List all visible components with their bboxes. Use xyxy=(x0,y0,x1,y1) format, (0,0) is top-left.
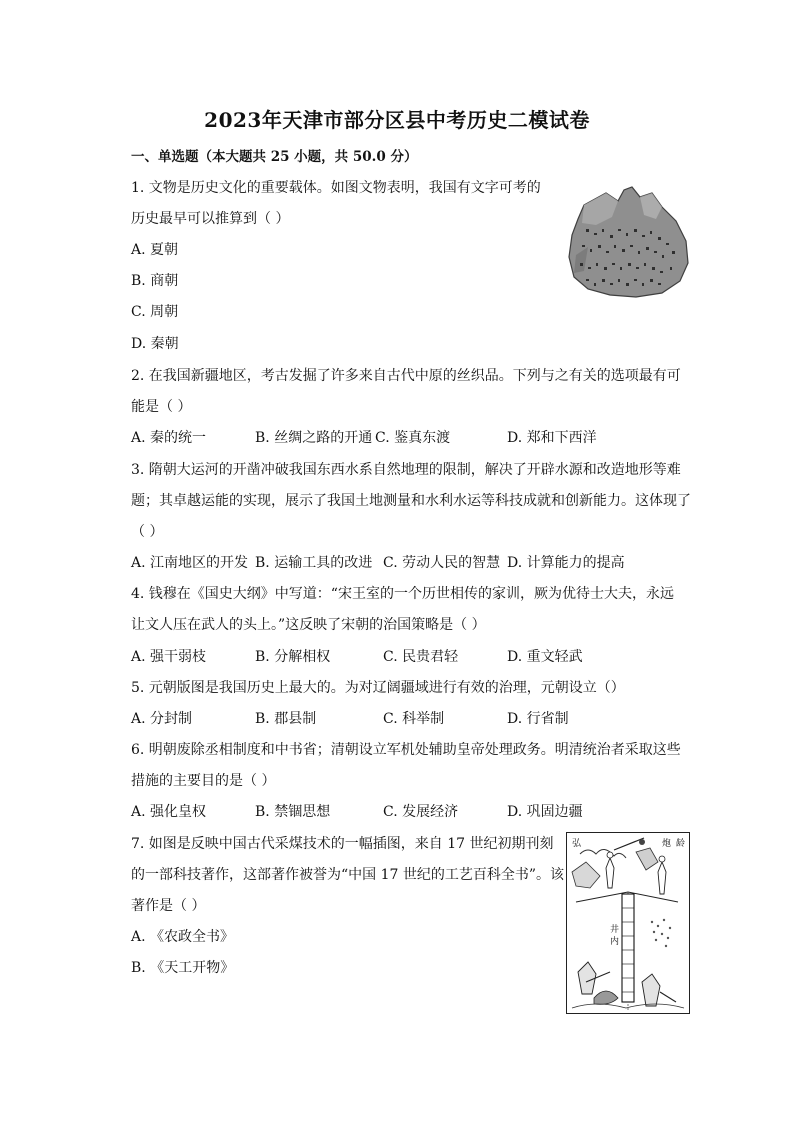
question-3-option-c: C. 劳动人民的智慧 xyxy=(383,555,501,571)
question-5-option-a: A. 分封制 xyxy=(131,711,193,727)
question-7-line-1: 7. 如图是反映中国古代采煤技术的一幅插图，来自 17 世纪初期刊刻 xyxy=(131,836,554,852)
question-3-option-a: A. 江南地区的开发 xyxy=(131,555,249,571)
question-6-line-2: 措施的主要目的是（ ） xyxy=(131,773,276,789)
question-1-option-b: B. 商朝 xyxy=(131,273,179,289)
question-6-option-b: B. 禁锢思想 xyxy=(255,804,331,820)
question-3-line-3: （ ） xyxy=(131,524,164,540)
question-1-line-2: 历史最早可以推算到（ ） xyxy=(131,211,290,227)
question-7-option-b: B. 《天工开物》 xyxy=(131,960,235,976)
question-2-option-c: C. 鉴真东渡 xyxy=(375,430,451,446)
question-5-option-d: D. 行省制 xyxy=(507,711,569,727)
illustration-char-3: 龄 xyxy=(676,839,686,849)
question-3-option-d: D. 计算能力的提高 xyxy=(507,555,625,571)
question-1-option-a: A. 夏朝 xyxy=(131,242,179,258)
question-7-option-a: A. 《农政全书》 xyxy=(131,929,235,945)
question-7-line-2: 的一部科技著作，这部著作被誉为“中国 17 世纪的工艺百科全书”。该 xyxy=(131,867,565,883)
question-4-line-1: 4. 钱穆在《国史大纲》中写道：“宋王室的一个历世相传的家训，厥为优待士大夫，永远 xyxy=(131,586,674,602)
question-5-option-b: B. 郡县制 xyxy=(255,711,317,727)
question-4-option-d: D. 重文轻武 xyxy=(507,649,583,665)
question-6-line-1: 6. 明朝废除丞相制度和中书省；清朝设立军机处辅助皇帝处理政务。明清统治者采取这些 xyxy=(131,742,681,758)
question-4-option-a: A. 强干弱枝 xyxy=(131,649,207,665)
question-5-option-c: C. 科举制 xyxy=(383,711,445,727)
question-4-line-2: 让文人压在武人的头上。”这反映了宋朝的治国策略是（ ） xyxy=(131,617,486,633)
page-title: 2023年天津市部分区县中考历史二模试卷 xyxy=(204,108,590,132)
question-1-option-c: C. 周朝 xyxy=(131,304,179,320)
question-2-option-d: D. 郑和下西洋 xyxy=(507,430,597,446)
question-3-line-2: 题；其卓越运能的实现，展示了我国土地测量和水利水运等科技成就和创新能力。这体现了 xyxy=(131,493,691,509)
question-3-line-1: 3. 隋朝大运河的开凿冲破我国东西水系自然地理的限制，解决了开辟水源和改造地形等难 xyxy=(131,462,681,478)
question-2-option-a: A. 秦的统一 xyxy=(131,430,207,446)
question-2-line-1: 2. 在我国新疆地区，考古发掘了许多来自古代中原的丝织品。下列与之有关的选项最有可 xyxy=(131,368,681,384)
question-2-line-2: 能是（ ） xyxy=(131,399,192,415)
illustration-well-char-1: 井 xyxy=(610,925,620,935)
question-2-option-b: B. 丝绸之路的开通 xyxy=(255,430,373,446)
coal-mining-illustration xyxy=(566,832,690,1014)
question-1-option-d: D. 秦朝 xyxy=(131,336,179,352)
question-6-option-d: D. 巩固边疆 xyxy=(507,804,583,820)
question-6-option-c: C. 发展经济 xyxy=(383,804,459,820)
question-4-option-c: C. 民贵君轻 xyxy=(383,649,459,665)
illustration-char-2: 炮 xyxy=(662,839,672,849)
illustration-well-char-2: 内 xyxy=(610,937,620,947)
question-7-line-3: 著作是（ ） xyxy=(131,898,206,914)
section-heading: 一、单选题（本大题共 25 小题，共 50.0 分） xyxy=(131,149,418,165)
question-4-option-b: B. 分解相权 xyxy=(255,649,331,665)
question-1-line-1: 1. 文物是历史文化的重要载体。如图文物表明，我国有文字可考的 xyxy=(131,180,541,196)
question-3-option-b: B. 运输工具的改进 xyxy=(255,555,373,571)
question-6-option-a: A. 强化皇权 xyxy=(131,804,207,820)
question-5-line-1: 5. 元朝版图是我国历史上最大的。为对辽阔疆域进行有效的治理，元朝设立（） xyxy=(131,680,625,696)
bronze-inscription-artifact-image xyxy=(566,185,690,299)
illustration-char-1: 弘 xyxy=(572,839,582,849)
